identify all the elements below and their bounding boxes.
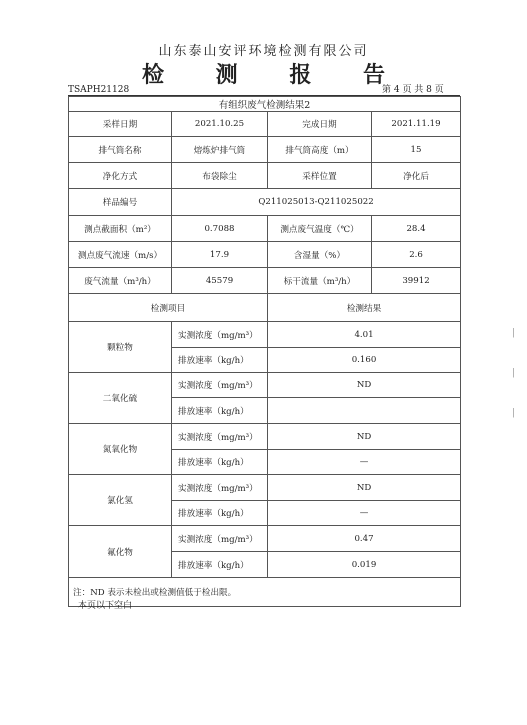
gas-temp: 28.4: [372, 216, 461, 242]
moisture-label: 含湿量（%）: [268, 242, 372, 268]
report-number: TSAPH21128: [68, 85, 130, 95]
section-area-label: 测点截面积（m²）: [69, 216, 172, 242]
table-row: [69, 137, 461, 163]
purification: 布袋除尘: [172, 163, 268, 189]
dry-flow: 39912: [372, 268, 461, 294]
dry-flow-label: 标干流量（m³/h）: [268, 268, 372, 294]
pollutant-name: 二氧化硫: [69, 373, 172, 424]
table-note: 注：ND 表示未检出或检测值低于检出限。: [69, 578, 461, 607]
results-value-header: 检测结果: [268, 294, 461, 322]
margin-mark: |: [512, 328, 516, 338]
gas-flow-label: 废气流量（m³/h）: [69, 268, 172, 294]
stack-name-label: 排气筒名称: [69, 137, 172, 163]
sample-no: Q211025013-Q211025022: [172, 189, 461, 216]
measure-rate-label: 排放速率（kg/h）: [172, 501, 268, 526]
margin-mark: |: [512, 368, 516, 378]
stack-height-label: 排气筒高度（m）: [268, 137, 372, 163]
gas-flow: 45579: [172, 268, 268, 294]
table-row: [69, 475, 461, 501]
table-row: [69, 322, 461, 348]
measure-rate-label: 排放速率（kg/h）: [172, 450, 268, 475]
table-row: [69, 163, 461, 189]
table-row: [69, 242, 461, 268]
table-row: [69, 424, 461, 450]
concentration-value: ND: [268, 373, 461, 398]
rate-value: —: [268, 450, 461, 475]
results-table: [68, 96, 461, 607]
measure-concentration-label: 实测浓度（mg/m³）: [172, 322, 268, 348]
pollutant-name: 颗粒物: [69, 322, 172, 373]
report-title: 检 测 报 告: [142, 62, 407, 88]
page-number: 第 4 页 共 8 页: [382, 85, 444, 95]
completion-date-label: 完成日期: [268, 112, 372, 137]
company-name: 山东泰山安评环境检测有限公司: [158, 44, 369, 59]
rate-value: 0.019: [268, 552, 461, 578]
completion-date: 2021.11.19: [372, 112, 461, 137]
sampling-position: 净化后: [372, 163, 461, 189]
margin-mark: |: [512, 408, 516, 418]
measure-concentration-label: 实测浓度（mg/m³）: [172, 424, 268, 450]
pollutant-name: 氟化物: [69, 526, 172, 578]
stack-name: 熔炼炉排气筒: [172, 137, 268, 163]
purification-label: 净化方式: [69, 163, 172, 189]
pollutant-name: 氯化氢: [69, 475, 172, 526]
blank-page-footer: 本页以下空白: [78, 601, 133, 611]
concentration-value: 0.47: [268, 526, 461, 552]
rate-value: [268, 398, 461, 424]
table-row: [69, 268, 461, 294]
table-title: 有组织废气检测结果2: [69, 97, 461, 112]
moisture: 2.6: [372, 242, 461, 268]
measure-concentration-label: 实测浓度（mg/m³）: [172, 526, 268, 552]
table-row: [69, 373, 461, 398]
table-row: [69, 112, 461, 137]
concentration-value: ND: [268, 424, 461, 450]
measure-concentration-label: 实测浓度（mg/m³）: [172, 475, 268, 501]
measure-rate-label: 排放速率（kg/h）: [172, 552, 268, 578]
sampling-date-label: 采样日期: [69, 112, 172, 137]
table-row: [69, 189, 461, 216]
rate-value: 0.160: [268, 348, 461, 373]
concentration-value: ND: [268, 475, 461, 501]
sample-no-label: 样品编号: [69, 189, 172, 216]
flow-velocity-label: 测点废气流速（m/s）: [69, 242, 172, 268]
measure-concentration-label: 实测浓度（mg/m³）: [172, 373, 268, 398]
flow-velocity: 17.9: [172, 242, 268, 268]
table-row: [69, 216, 461, 242]
sampling-position-label: 采样位置: [268, 163, 372, 189]
concentration-value: 4.01: [268, 322, 461, 348]
rate-value: —: [268, 501, 461, 526]
pollutant-name: 氮氧化物: [69, 424, 172, 475]
measure-rate-label: 排放速率（kg/h）: [172, 398, 268, 424]
measure-rate-label: 排放速率（kg/h）: [172, 348, 268, 373]
results-header-row: [69, 294, 461, 322]
results-item-header: 检测项目: [69, 294, 268, 322]
gas-temp-label: 测点废气温度（℃）: [268, 216, 372, 242]
sampling-date: 2021.10.25: [172, 112, 268, 137]
table-row: [69, 526, 461, 552]
stack-height: 15: [372, 137, 461, 163]
table-title-row: [69, 97, 461, 112]
section-area: 0.7088: [172, 216, 268, 242]
